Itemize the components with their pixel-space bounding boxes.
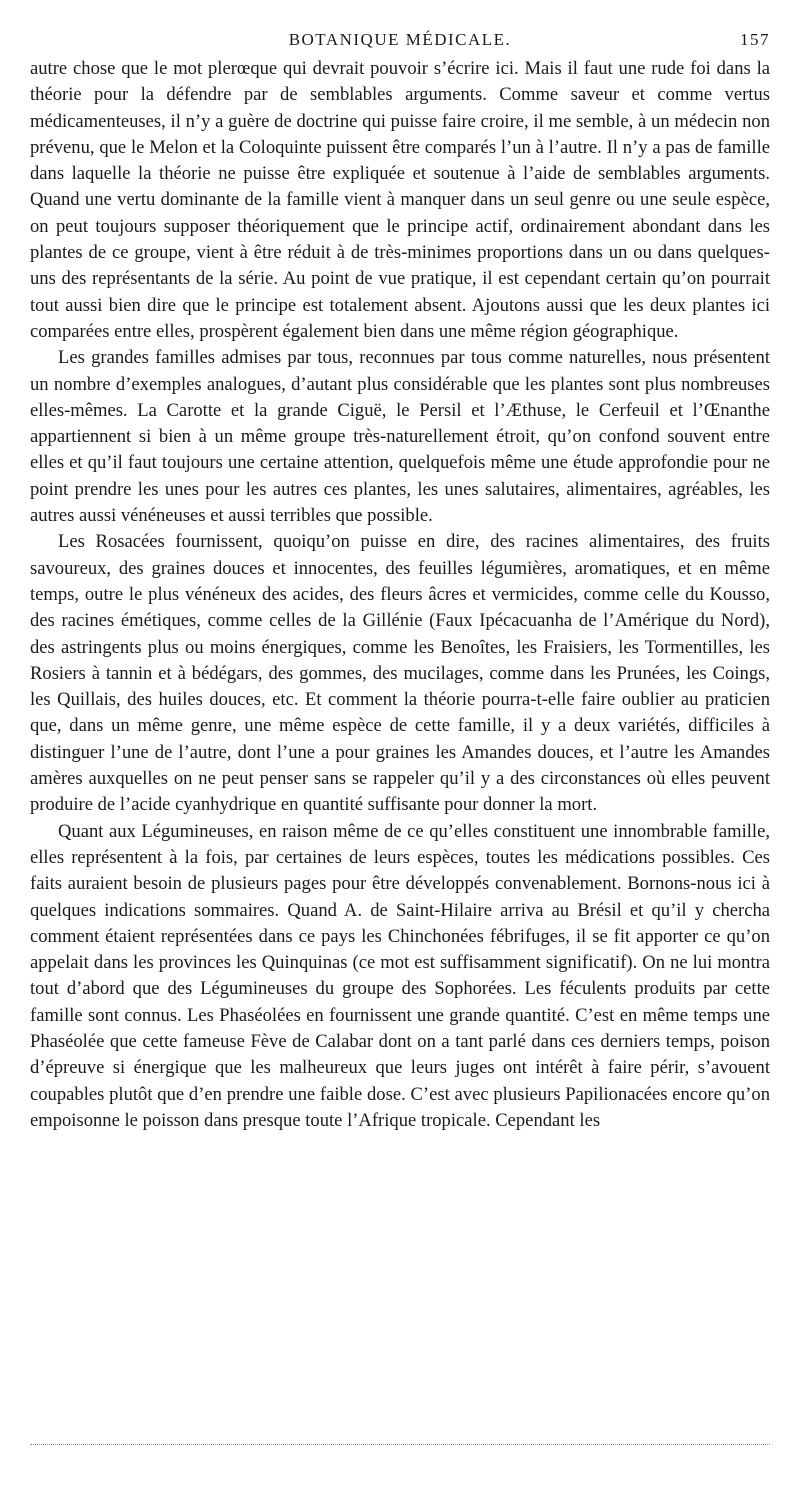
footer-rule — [30, 1444, 770, 1445]
book-page — [30, 26, 770, 1134]
body-text — [30, 56, 770, 1134]
paragraph-1: autre chose que le mot plerœque qui devrait pouvoir s’écrire ici. Mais il faut une rude foi dans la théorie pour la défendre par de semblables arguments. Comme saveur et comme vertus médicamenteuses, il n’y a guère de doctrine qui puisse faire croire, il me semble, à un médecin non prévenu, que le Melon et la Coloquinte puissent être comparés l’un à l’autre. Il n’y a pas de famille dans laquelle la théorie ne puisse être expliquée et soutenue à l’aide de semblables arguments. Quand une vertu dominante de la famille vient à manquer dans un seul genre ou une seule espèce, on peut toujours supposer théoriquement que le principe actif, ordinairement abondant dans les plantes de ce groupe, vient à être réduit à de très-minimes proportions dans un ou dans quelques-uns des représentants de la série. Au point de vue pratique, il est cependant certain qu’on pourrait tout aussi bien dire que le principe est totalement absent. Ajoutons aussi que les deux plantes ici comparées entre elles, prospèrent également bien dans une même région géographique. — [30, 58, 770, 342]
page-number: 157 — [740, 30, 770, 49]
paragraph-2: Les grandes familles admises par tous, reconnues par tous comme naturelles, nous présentent un nombre d’exemples analogues, d’autant plus considérable que les plantes sont plus nombreuses elles-mêmes. La Carotte et la grande Ciguë, le Persil et l’Æthuse, le Cerfeuil et l’Œnanthe appartiennent si bien à un même groupe très-naturellement étroit, qu’on confond souvent entre elles et qu’il faut toujours une certaine attention, quelquefois même une étude approfondie pour ne point prendre les unes pour les autres ces plantes, les unes salutaires, alimentaires, agréables, les autres aussi vénéneuses et aussi terribles que possible. — [30, 347, 770, 527]
paragraph-4: Quant aux Légumineuses, en raison même de ce qu’elles constituent une innombrable famille, elles représentent à la fois, par certaines de leurs espèces, toutes les médications possibles. Ces faits auraient besoin de plusieurs pages pour être développés convenablement. Bornons-nous ici à quelques indications sommaires. Quand A. de Saint-Hilaire arriva au Brésil et qu’il y chercha comment étaient représentées dans ce pays les Chinchonées fébrifuges, il se fit apporter ce qu’on appelait dans les provinces les Quinquinas (ce mot est suffisamment significatif). On ne lui montra tout d’abord que des Légumineuses du groupe des Sophorées. Les féculents produits par cette famille sont connus. Les Phaséolées en fournissent une grande quantité. C’est en même temps une Phaséolée que cette fameuse Fève de Calabar dont on a tant parlé dans ces derniers temps, poison d’épreuve si énergique que les malheureux que leurs juges ont intérêt à faire périr, s’avouent coupables plutôt que d’en prendre une faible dose. C’est avec plusieurs Papilionacées encore qu’on empoisonne le poisson dans presque toute l’Afrique tropicale. Cependant les — [30, 820, 770, 1131]
running-head — [30, 26, 770, 56]
paragraph-3: Les Rosacées fournissent, quoiqu’on puisse en dire, des racines alimentaires, des fruits savoureux, des graines douces et innocentes, des feuilles légumières, aromatiques, et en même temps, outre le plus vénéneux des acides, des fleurs âcres et vermicides, comme celle du Kousso, des racines émétiques, comme celles de la Gillénie (Faux Ipécacuanha de l’Amérique du Nord), des astringents plus ou moins énergiques, comme les Benoîtes, les Fraisiers, les Tormentilles, les Rosiers à tannin et à bédégars, des gommes, des mucilages, comme dans les Prunées, les Coings, les Quillais, des huiles douces, etc. Et comment la théorie pourra-t-elle faire oublier au praticien que, dans un même genre, une même espèce de cette famille, il y a deux variétés, difficiles à distinguer l’une de l’autre, dont l’une a pour graines les Amandes douces, et l’autre les Amandes amères auxquelles on ne peut penser sans se rappeler qu’il y a des circonstances où elles peuvent produire de l’acide cyanhydrique en quantité suffisante pour donner la mort. — [30, 531, 770, 816]
running-title: BOTANIQUE MÉDICALE. — [288, 30, 512, 49]
